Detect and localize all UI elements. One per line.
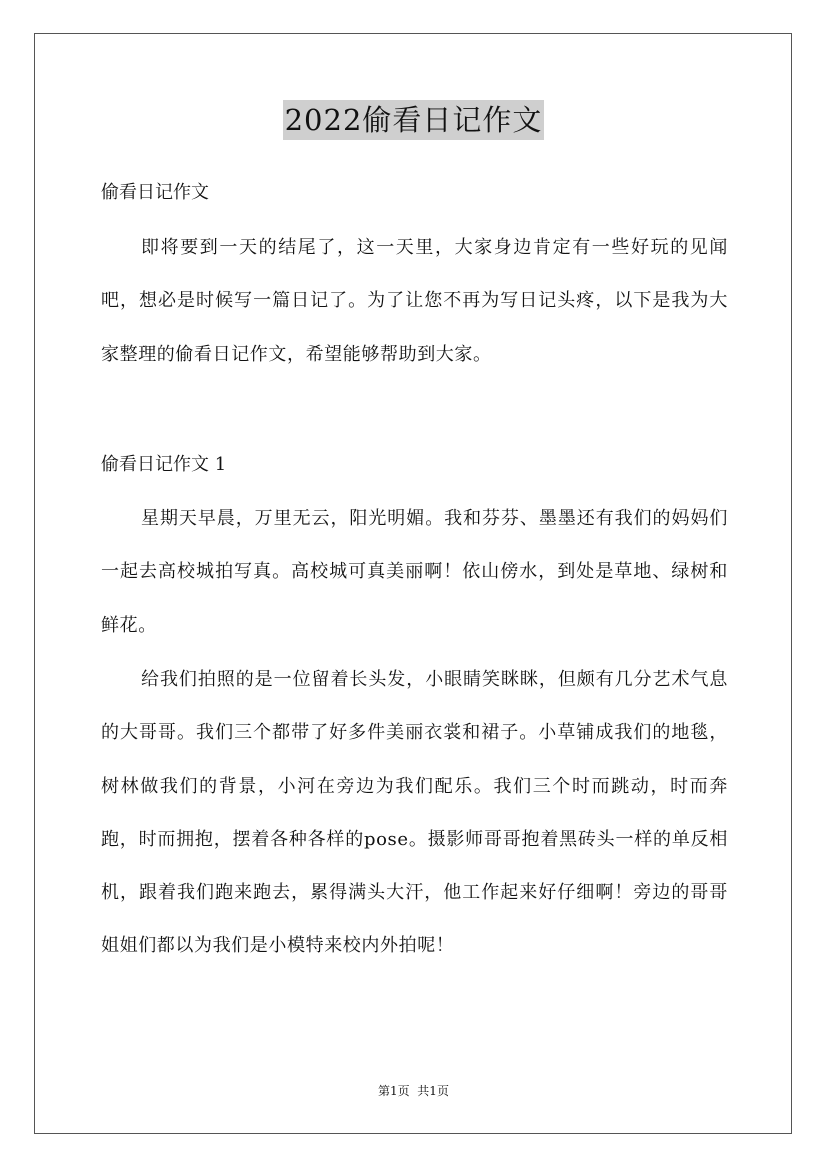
essay-paragraph-1: 星期天早晨，万里无云，阳光明媚。我和芬芬、墨墨还有我们的妈妈们一起去高校城拍写真。高校城可真美丽啊！依山傍水，到处是草地、绿树和鲜花。 bbox=[101, 508, 728, 636]
intro-paragraph: 即将要到一天的结尾了，这一天里，大家身边肯定有一些好玩的见闻吧，想必是时候写一篇日记了。为了让您不再为写日记头疼，以下是我为大家整理的偷看日记作文，希望能够帮助到大家。 bbox=[101, 237, 728, 365]
document-title-text: 2022偷看日记作文 bbox=[283, 100, 545, 140]
page-number-footer: 第1页 共1页 bbox=[378, 1084, 449, 1098]
document-title bbox=[0, 100, 827, 140]
intro-heading: 偷看日记作文 bbox=[101, 182, 209, 203]
essay-heading: 偷看日记作文 1 bbox=[101, 454, 227, 475]
essay-paragraph-2: 给我们拍照的是一位留着长头发，小眼睛笑眯眯，但颇有几分艺术气息的大哥哥。我们三个都带了好多件美丽衣裳和裙子。小草铺成我们的地毯，树林做我们的背景，小河在旁边为我们配乐。我们三个时而跳动，时而奔跑，时而拥抱，摆着各种各样的pose。摄影师哥哥抱着黑砖头一样的单反相机，跟着我们跑来跑去，累得满头大汗，他工作起来好仔细啊！旁边的哥哥姐姐们都以为我们是小模特来校内外拍呢！ bbox=[101, 669, 728, 957]
